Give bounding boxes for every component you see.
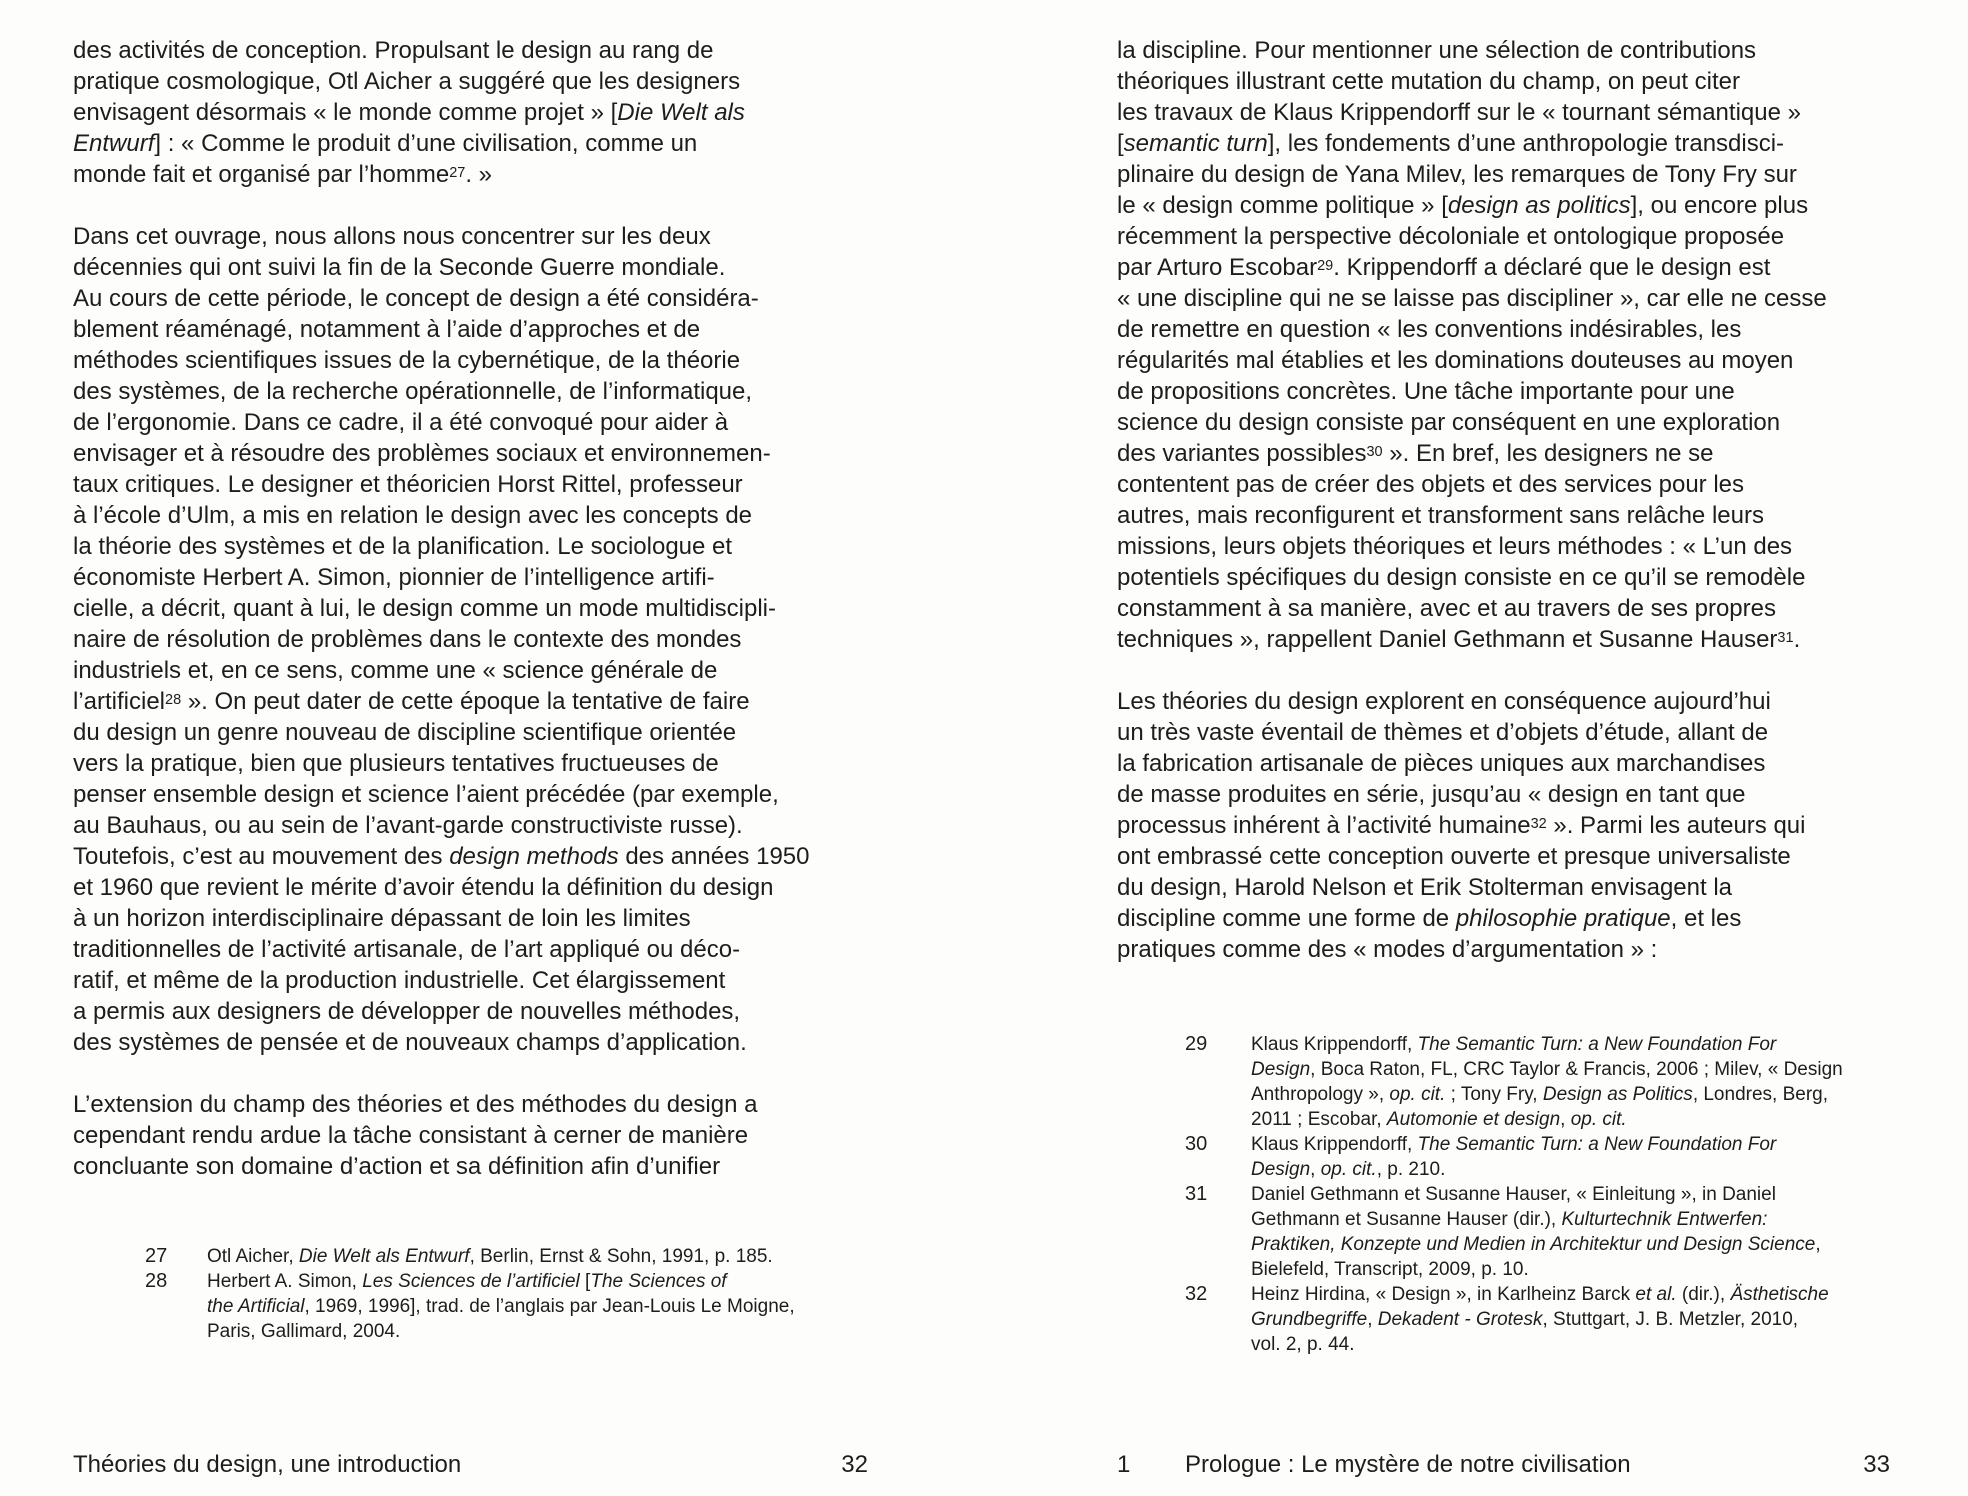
italic-text: philosophie pratique bbox=[1455, 905, 1671, 932]
text-line: cielle, a décrit, quant à lui, le design comme un mode multidiscipli- bbox=[73, 595, 776, 622]
text-line: Les théories du design explorent en conséquence aujourd’hui bbox=[1117, 688, 1771, 715]
italic-text: The Semantic Turn: a New Foundation For bbox=[1417, 1134, 1777, 1155]
text-line: vol. 2, p. 44. bbox=[1251, 1334, 1355, 1355]
text-line: l’artificiel$^{28}$ ». On peut dater de cette époque la tentative de faire bbox=[73, 688, 750, 715]
footnote-number: 28 bbox=[145, 1270, 168, 1292]
italic-text: design methods bbox=[449, 843, 619, 870]
footnote bbox=[145, 1244, 865, 1269]
right-page-body-text bbox=[1117, 35, 1892, 996]
footnote-text bbox=[1251, 1032, 1895, 1132]
footnote-text bbox=[207, 1244, 865, 1269]
italic-text: Die Welt als Entwurf bbox=[298, 1246, 470, 1267]
italic-text: op. cit. bbox=[1389, 1084, 1446, 1105]
text-line: la fabrication artisanale de pièces uniques aux marchandises bbox=[1117, 750, 1766, 777]
text-line: Heinz Hirdina, « Design », in Karlheinz Barck et al. (dir.), Ästhetische bbox=[1251, 1284, 1829, 1305]
text-line: cependant rendu ardue la tâche consistant à cerner de manière bbox=[73, 1122, 749, 1149]
text-line: à un horizon interdisciplinaire dépassant de loin les limites bbox=[73, 905, 691, 932]
text-line: Design, Boca Raton, FL, CRC Taylor & Francis, 2006 ; Milev, « Design bbox=[1251, 1059, 1843, 1080]
italic-text: Grundbegriffe bbox=[1251, 1309, 1368, 1330]
italic-text: Les Sciences de l’artificiel bbox=[362, 1271, 580, 1292]
running-title: Prologue : Le mystère de notre civilisation bbox=[1185, 1451, 1631, 1478]
left-page-body-text bbox=[73, 35, 873, 1213]
text-line: missions, leurs objets théoriques et leurs méthodes : « L’un des bbox=[1117, 533, 1793, 560]
text-line: Toutefois, c’est au mouvement des design methods des années 1950 bbox=[73, 843, 810, 870]
body-paragraph bbox=[73, 221, 873, 1058]
italic-text: the Artificial bbox=[207, 1296, 305, 1317]
footnote bbox=[1185, 1282, 1895, 1357]
text-line: contentent pas de créer des objets et des services pour les bbox=[1117, 471, 1745, 498]
left-page-footnotes bbox=[145, 1244, 865, 1344]
text-line: Au cours de cette période, le concept de design a été considéra- bbox=[73, 285, 759, 312]
footnote-text bbox=[1251, 1132, 1895, 1182]
text-line: Design, op. cit., p. 210. bbox=[1251, 1159, 1446, 1180]
text-line: L’extension du champ des théories et des méthodes du design a bbox=[73, 1091, 758, 1118]
footnote bbox=[145, 1269, 865, 1344]
text-line: à l’école d’Ulm, a mis en relation le design avec les concepts de bbox=[73, 502, 753, 529]
italic-text: Automonie et design bbox=[1386, 1109, 1561, 1130]
text-line: la discipline. Pour mentionner une sélection de contributions bbox=[1117, 37, 1757, 64]
italic-text: Entwurf bbox=[73, 130, 155, 157]
text-line: blement réaménagé, notamment à l’aide d’approches et de bbox=[73, 316, 701, 343]
text-line: Entwurf] : « Comme le produit d’une civilisation, comme un bbox=[73, 130, 698, 157]
text-line: Klaus Krippendorff, The Semantic Turn: a New Foundation For bbox=[1251, 1134, 1777, 1155]
text-line: ratif, et même de la production industrielle. Cet élargissement bbox=[73, 967, 726, 994]
text-line: des systèmes, de la recherche opérationnelle, de l’informatique, bbox=[73, 378, 753, 405]
italic-text: Dekadent - Grotesk bbox=[1377, 1309, 1543, 1330]
italic-text: Praktiken, Konzepte und Medien in Architektur und Design Science bbox=[1251, 1234, 1816, 1255]
text-line: constamment à sa manière, avec et au travers de ses propres bbox=[1117, 595, 1776, 622]
footnote-ref: 27 bbox=[449, 165, 466, 181]
italic-text: Design as Politics bbox=[1542, 1084, 1693, 1105]
text-line: Gethmann et Susanne Hauser (dir.), Kulturtechnik Entwerfen: bbox=[1251, 1209, 1768, 1230]
text-line: discipline comme une forme de philosophie pratique, et les bbox=[1117, 905, 1742, 932]
text-line: le « design comme politique » [design as politics], ou encore plus bbox=[1117, 192, 1809, 219]
text-line: industriels et, en ce sens, comme une « science générale de bbox=[73, 657, 718, 684]
text-line: potentiels spécifiques du design consiste en ce qu’il se remodèle bbox=[1117, 564, 1806, 591]
footnote-text bbox=[207, 1269, 865, 1344]
text-line: Praktiken, Konzepte und Medien in Architektur und Design Science, bbox=[1251, 1234, 1821, 1255]
italic-text: Kulturtechnik Entwerfen: bbox=[1561, 1209, 1768, 1230]
italic-text: Design bbox=[1251, 1159, 1311, 1180]
footnote-text bbox=[1251, 1182, 1895, 1282]
running-title: Théories du design, une introduction bbox=[73, 1451, 462, 1478]
text-line: monde fait et organisé par l’homme$^{27}$. » bbox=[73, 161, 493, 188]
body-paragraph bbox=[1117, 35, 1892, 655]
left-page-footer bbox=[73, 1450, 868, 1480]
italic-text: Die Welt als bbox=[617, 99, 745, 126]
text-line: Grundbegriffe, Dekadent - Grotesk, Stuttgart, J. B. Metzler, 2010, bbox=[1251, 1309, 1799, 1330]
footnote-number: 32 bbox=[1185, 1283, 1208, 1305]
text-line: un très vaste éventail de thèmes et d’objets d’étude, allant de bbox=[1117, 719, 1769, 746]
footnote bbox=[1185, 1132, 1895, 1182]
text-line: science du design consiste par conséquent en une exploration bbox=[1117, 409, 1781, 436]
footnote-ref: 31 bbox=[1777, 630, 1794, 646]
italic-text: The Semantic Turn: a New Foundation For bbox=[1417, 1034, 1777, 1055]
text-line: Herbert A. Simon, Les Sciences de l’artificiel [The Sciences of bbox=[207, 1271, 727, 1292]
italic-text: op. cit. bbox=[1320, 1159, 1377, 1180]
body-paragraph bbox=[73, 1089, 873, 1182]
text-line: a permis aux designers de développer de nouvelles méthodes, bbox=[73, 998, 741, 1025]
text-line: au Bauhaus, ou au sein de l’avant-garde constructiviste russe). bbox=[73, 812, 743, 839]
italic-text: The Sciences of bbox=[590, 1271, 727, 1292]
italic-text: semantic turn bbox=[1123, 130, 1268, 157]
text-line: [semantic turn], les fondements d’une anthropologie transdisci- bbox=[1117, 130, 1785, 157]
right-page-footnotes bbox=[1185, 1032, 1895, 1357]
italic-text: design as politics bbox=[1447, 192, 1631, 219]
footnote-ref: 32 bbox=[1530, 816, 1547, 832]
text-line: « une discipline qui ne se laisse pas discipliner », car elle ne cesse bbox=[1117, 285, 1827, 312]
text-line: penser ensemble design et science l’aient précédée (par exemple, bbox=[73, 781, 779, 808]
italic-text: op. cit. bbox=[1570, 1109, 1627, 1130]
text-line: de remettre en question « les conventions indésirables, les bbox=[1117, 316, 1742, 343]
text-line: processus inhérent à l’activité humaine$^{32}$ ». Parmi les auteurs qui bbox=[1117, 812, 1806, 839]
text-line: 2011 ; Escobar, Automonie et design, op. cit. bbox=[1251, 1109, 1627, 1130]
text-line: de propositions concrètes. Une tâche importante pour une bbox=[1117, 378, 1735, 405]
text-line: des systèmes de pensée et de nouveaux champs d’application. bbox=[73, 1029, 747, 1056]
text-line: des activités de conception. Propulsant le design au rang de bbox=[73, 37, 714, 64]
text-line: du design un genre nouveau de discipline scientifique orientée bbox=[73, 719, 737, 746]
text-line: Klaus Krippendorff, The Semantic Turn: a New Foundation For bbox=[1251, 1034, 1777, 1055]
text-line: théoriques illustrant cette mutation du champ, on peut citer bbox=[1117, 68, 1741, 95]
footnote-number: 30 bbox=[1185, 1133, 1208, 1155]
text-line: les travaux de Klaus Krippendorff sur le « tournant sémantique » bbox=[1117, 99, 1801, 126]
text-line: régularités mal établies et les dominations douteuses au moyen bbox=[1117, 347, 1794, 374]
text-line: Anthropology », op. cit. ; Tony Fry, Design as Politics, Londres, Berg, bbox=[1251, 1084, 1829, 1105]
footnote-text bbox=[1251, 1282, 1895, 1357]
italic-text: et al. bbox=[1635, 1284, 1677, 1305]
text-line: des variantes possibles$^{30}$ ». En bref, les designers ne se bbox=[1117, 440, 1714, 467]
text-line: techniques », rappellent Daniel Gethmann et Susanne Hauser$^{31}$. bbox=[1117, 626, 1801, 653]
text-line: autres, mais reconfigurent et transforment sans relâche leurs bbox=[1117, 502, 1764, 529]
text-line: pratiques comme des « modes d’argumentation » : bbox=[1117, 936, 1658, 963]
text-line: récemment la perspective décoloniale et ontologique proposée bbox=[1117, 223, 1785, 250]
body-paragraph bbox=[73, 35, 873, 190]
text-line: plinaire du design de Yana Milev, les remarques de Tony Fry sur bbox=[1117, 161, 1797, 188]
text-line: pratique cosmologique, Otl Aicher a suggéré que les designers bbox=[73, 68, 741, 95]
page-number: 32 bbox=[841, 1451, 868, 1478]
text-line: par Arturo Escobar$^{29}$. Krippendorff a déclaré que le design est bbox=[1117, 254, 1771, 281]
text-line: taux critiques. Le designer et théoricien Horst Rittel, professeur bbox=[73, 471, 743, 498]
footnote-number: 27 bbox=[145, 1245, 168, 1267]
page-number: 33 bbox=[1863, 1451, 1890, 1478]
text-line: the Artificial, 1969, 1996], trad. de l’anglais par Jean-Louis Le Moigne, bbox=[207, 1296, 795, 1317]
text-line: Daniel Gethmann et Susanne Hauser, « Einleitung », in Daniel bbox=[1251, 1184, 1776, 1205]
text-line: envisager et à résoudre des problèmes sociaux et environnemen- bbox=[73, 440, 771, 467]
text-line: naire de résolution de problèmes dans le contexte des mondes bbox=[73, 626, 742, 653]
italic-text: Design bbox=[1251, 1059, 1311, 1080]
text-line: traditionnelles de l’activité artisanale, de l’art appliqué ou déco- bbox=[73, 936, 741, 963]
text-line: de l’ergonomie. Dans ce cadre, il a été convoqué pour aider à bbox=[73, 409, 729, 436]
footnote-ref: 29 bbox=[1317, 258, 1334, 274]
chapter-number: 1 bbox=[1117, 1451, 1131, 1478]
footnote bbox=[1185, 1032, 1895, 1132]
text-line: envisagent désormais « le monde comme projet » [Die Welt als bbox=[73, 99, 745, 126]
text-line: décennies qui ont suivi la fin de la Seconde Guerre mondiale. bbox=[73, 254, 726, 281]
text-line: et 1960 que revient le mérite d’avoir étendu la définition du design bbox=[73, 874, 774, 901]
text-line: du design, Harold Nelson et Erik Stolterman envisagent la bbox=[1117, 874, 1732, 901]
text-line: méthodes scientifiques issues de la cybernétique, de la théorie bbox=[73, 347, 741, 374]
text-line: économiste Herbert A. Simon, pionnier de l’intelligence artifi- bbox=[73, 564, 715, 591]
text-line: Bielefeld, Transcript, 2009, p. 10. bbox=[1251, 1259, 1529, 1280]
text-line: vers la pratique, bien que plusieurs tentatives fructueuses de bbox=[73, 750, 719, 777]
footnote-ref: 30 bbox=[1366, 444, 1383, 460]
footnote-number: 29 bbox=[1185, 1033, 1208, 1055]
text-line: la théorie des systèmes et de la planification. Le sociologue et bbox=[73, 533, 733, 560]
footnote bbox=[1185, 1182, 1895, 1282]
text-line: Dans cet ouvrage, nous allons nous concentrer sur les deux bbox=[73, 223, 711, 250]
text-line: de masse produites en série, jusqu’au « design en tant que bbox=[1117, 781, 1746, 808]
footnote-number: 31 bbox=[1185, 1183, 1208, 1205]
right-page-footer bbox=[1117, 1450, 1890, 1480]
footnote-ref: 28 bbox=[165, 692, 182, 708]
italic-text: Ästhetische bbox=[1730, 1284, 1829, 1305]
text-line: concluante son domaine d’action et sa définition afin d’unifier bbox=[73, 1153, 721, 1180]
text-line: ont embrassé cette conception ouverte et presque universaliste bbox=[1117, 843, 1791, 870]
text-line: Otl Aicher, Die Welt als Entwurf, Berlin, Ernst & Sohn, 1991, p. 185. bbox=[207, 1246, 773, 1267]
text-line: Paris, Gallimard, 2004. bbox=[207, 1321, 401, 1342]
body-paragraph bbox=[1117, 686, 1892, 965]
